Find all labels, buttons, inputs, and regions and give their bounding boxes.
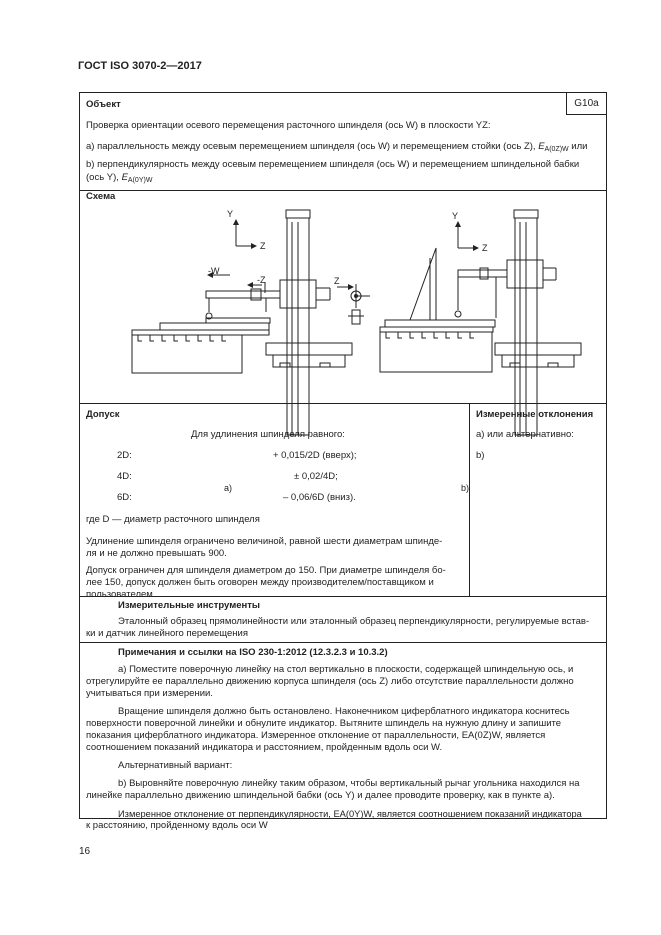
- object-item-a: a) параллельность между осевым перемещением шпинделя (ось W) и перемещением стойки (ось Z), $E_{A(0Z)W}$ или: [86, 141, 588, 153]
- tolerance-section: [80, 403, 606, 600]
- tolerance-diam-note-2: лее 150, допуск должен быть оговорен между производителем/поставщиком и: [86, 577, 434, 588]
- figure-a: [132, 210, 370, 435]
- tolerance-ext-2d: 2D:: [117, 450, 132, 461]
- notes-section: [80, 642, 606, 831]
- notes-p2-line1: Вращение шпинделя должно быть остановлено. Наконечником циферблатного индикатора коснитесь: [118, 706, 570, 717]
- page-number: 16: [79, 846, 91, 857]
- notes-p1-line1: a) Поместите поверочную линейку на стол вертикально в плоскости, содержащей шпиндельную ось, и: [118, 664, 574, 675]
- document-header: ГОСТ ISO 3070-2—2017: [78, 60, 202, 72]
- tolerance-limit-note-1: Удлинение шпинделя ограничено величиной, равной шести диаметрам шпинде-: [86, 536, 443, 547]
- instruments-label: Измерительные инструменты: [118, 600, 261, 611]
- tolerance-diam-note-1: Допуск ограничен для шпинделя диаметром до 150. При диаметре шпинделя бо-: [86, 565, 446, 576]
- axis-z-label-a: Z: [260, 241, 266, 251]
- notes-p2-line2: поверхности поверочной линейки и обнулите индикатор. Вытяните шпиндель на нужную длину и запишите: [86, 718, 562, 729]
- instruments-line1: Эталонный образец прямолинейности или эталонный образец перпендикулярности, регулируемые встав-: [118, 616, 590, 627]
- tolerance-label: Допуск: [86, 409, 120, 420]
- tolerance-ext-4d: 4D:: [117, 471, 132, 482]
- object-item-b-line2: (ось Y), $E_{A(0Y)W}$: [86, 172, 153, 184]
- scheme-label: Схема: [86, 191, 116, 202]
- notes-p2-line3: показания циферблатного индикатора. Измеренное отклонение от параллельности, EA(0Z)W, является: [86, 730, 546, 741]
- notes-p1-line2: отрегулируйте ее параллельно движению корпуса шпинделя (ось Z) либо отсутствие параллельности должно: [86, 676, 574, 687]
- axis-y-label-a: Y: [227, 209, 234, 219]
- specification-table: [79, 92, 607, 831]
- figure-a-label: a): [224, 483, 233, 493]
- axis-z-label-b: Z: [482, 243, 488, 253]
- object-section: [80, 93, 606, 190]
- object-code: G10a: [566, 93, 606, 115]
- figure-b-label: b): [461, 483, 470, 493]
- tolerance-limit-note-2: ля и не должно превышать 900.: [86, 548, 227, 559]
- minus-w-label: -W: [208, 266, 220, 276]
- axis-y-label-b: Y: [452, 211, 459, 221]
- tolerance-diam-note-3: пользователем: [86, 589, 153, 600]
- notes-p4-line1: b) Выровняйте поверочную линейку таким образом, чтобы вертикальный рычаг угольника находился на: [118, 778, 580, 789]
- object-item-b-line1: b) перпендикулярность между осевым перемещением шпинделя (ось W) и перемещением шпиндельной бабки: [86, 159, 580, 170]
- figure-b: [380, 210, 581, 435]
- notes-label: Примечания и ссылки на ISO 230-1:2012 (12.3.2.3 и 10.3.2): [118, 647, 388, 658]
- measured-item-b: b): [476, 450, 485, 461]
- notes-p5-line1: Измеренное отклонение от перпендикулярности, EA(0Y)W, является соотношением показаний индикатора: [118, 809, 582, 819]
- measured-label: Измеренные отклонения: [476, 409, 594, 420]
- notes-p2-line4: соотношением показаний индикатора и расстоянием, пройденным вдоль оси W.: [86, 742, 443, 753]
- tolerance-where: где D — диаметр расточного шпинделя: [86, 514, 260, 525]
- notes-p1-line3: учитываться при измерении.: [86, 688, 213, 699]
- tolerance-value-2d: + 0,015/2D (вверх);: [273, 450, 357, 461]
- z-label: Z: [334, 276, 340, 286]
- measured-item-a: a) или альтернативно:: [476, 429, 574, 440]
- tolerance-ext-6d: 6D:: [117, 492, 132, 503]
- instruments-line2: ки и датчик линейного перемещения: [86, 628, 248, 639]
- tolerance-value-4d: ± 0,02/4D;: [294, 471, 338, 482]
- notes-p3: Альтернативный вариант:: [118, 760, 233, 771]
- tolerance-value-6d: – 0,06/6D (вниз).: [283, 492, 356, 503]
- notes-p4-line2: линейке параллельно движению шпиндельной бабки (ось Y) и далее проводите проверку, как в пункте a).: [86, 790, 555, 801]
- object-label: Объект: [86, 99, 121, 110]
- notes-p5-line2: к расстоянию, пройденному вдоль оси W: [86, 820, 268, 831]
- object-description: Проверка ориентации осевого перемещения расточного шпинделя (ось W) в плоскости YZ:: [86, 120, 491, 131]
- instruments-section: [80, 596, 606, 642]
- tolerance-intro: Для удлинения шпинделя равного:: [191, 429, 345, 440]
- minus-z-label: -Z: [257, 275, 266, 285]
